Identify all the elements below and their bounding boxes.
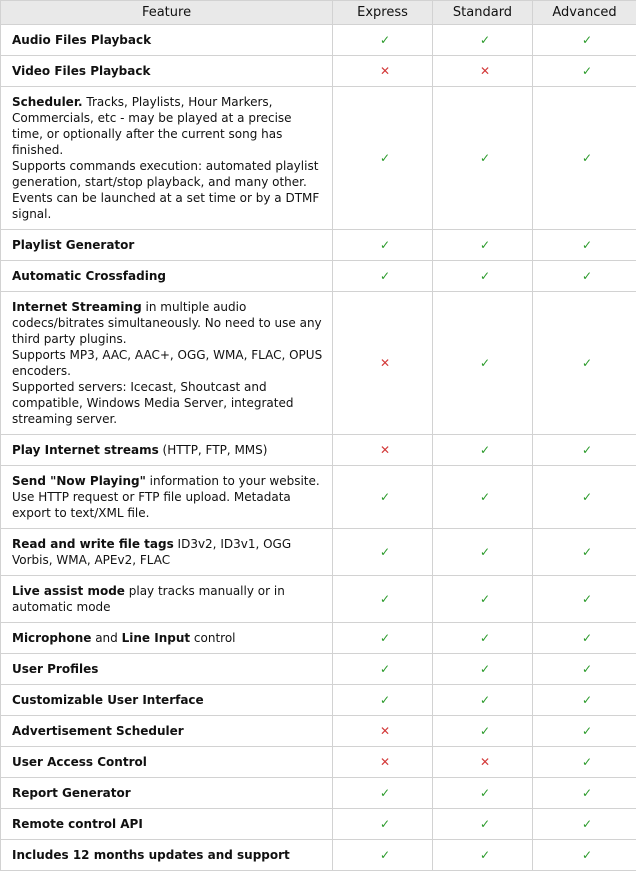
feature-name: Send "Now Playing" [12, 474, 146, 488]
checkmark-icon: ✓ [582, 356, 592, 370]
cross-icon: ✕ [480, 755, 490, 769]
table-row [1, 623, 636, 654]
checkmark-icon: ✓ [380, 151, 390, 165]
cell-express [333, 230, 433, 261]
cell-standard [433, 809, 533, 840]
table-header [1, 1, 636, 25]
feature-detail: ID3v2, ID3v1, OGG Vorbis, WMA, APEv2, FLAC [12, 537, 291, 567]
table-row [1, 809, 636, 840]
checkmark-icon: ✓ [582, 631, 592, 645]
cell-advanced [533, 840, 636, 871]
cell-express [333, 529, 433, 576]
checkmark-icon: ✓ [380, 238, 390, 252]
cell-advanced [533, 778, 636, 809]
cell-express [333, 623, 433, 654]
cell-standard [433, 87, 533, 230]
table-row [1, 230, 636, 261]
checkmark-icon: ✓ [582, 592, 592, 606]
feature-name: Remote control API [12, 817, 143, 831]
cell-express [333, 840, 433, 871]
checkmark-icon: ✓ [480, 269, 490, 283]
cell-express [333, 778, 433, 809]
cross-icon: ✕ [380, 356, 390, 370]
checkmark-icon: ✓ [480, 631, 490, 645]
feature-name: Audio Files Playback [12, 33, 151, 47]
feature-description [1, 87, 333, 230]
cell-express [333, 25, 433, 56]
checkmark-icon: ✓ [480, 545, 490, 559]
cell-express [333, 809, 433, 840]
checkmark-icon: ✓ [582, 786, 592, 800]
feature-name: Video Files Playback [12, 64, 150, 78]
feature-name: Automatic Crossfading [12, 269, 166, 283]
feature-name: Includes 12 months updates and support [12, 848, 290, 862]
feature-detail: Supports commands execution: automated playlist generation, start/stop playback, and many other. [12, 159, 318, 189]
feature-name: Microphone [12, 631, 91, 645]
table-row [1, 778, 636, 809]
cell-standard [433, 466, 533, 529]
checkmark-icon: ✓ [380, 848, 390, 862]
feature-detail: (HTTP, FTP, MMS) [159, 443, 268, 457]
checkmark-icon: ✓ [582, 662, 592, 676]
cell-express [333, 576, 433, 623]
feature-description [1, 25, 333, 56]
cell-advanced [533, 623, 636, 654]
table-row [1, 716, 636, 747]
checkmark-icon: ✓ [480, 356, 490, 370]
cell-express [333, 435, 433, 466]
checkmark-icon: ✓ [380, 545, 390, 559]
checkmark-icon: ✓ [582, 151, 592, 165]
checkmark-icon: ✓ [480, 151, 490, 165]
checkmark-icon: ✓ [380, 693, 390, 707]
checkmark-icon: ✓ [480, 848, 490, 862]
feature-detail: Supported servers: Icecast, Shoutcast and compatible, Windows Media Server, integrated streaming server. [12, 380, 293, 426]
table-row [1, 435, 636, 466]
checkmark-icon: ✓ [380, 592, 390, 606]
cell-advanced [533, 654, 636, 685]
checkmark-icon: ✓ [582, 443, 592, 457]
feature-detail: Tracks, Playlists, Hour Markers, Commercials, etc - may be played at a precise time, or optionally after the current song has finished. [12, 95, 292, 157]
feature-name: Live assist mode [12, 584, 125, 598]
cell-advanced [533, 716, 636, 747]
checkmark-icon: ✓ [480, 662, 490, 676]
checkmark-icon: ✓ [582, 724, 592, 738]
table-row [1, 840, 636, 871]
table-row [1, 747, 636, 778]
feature-name: User Profiles [12, 662, 98, 676]
feature-description [1, 840, 333, 871]
feature-description [1, 778, 333, 809]
feature-name: Play Internet streams [12, 443, 159, 457]
checkmark-icon: ✓ [480, 490, 490, 504]
feature-description [1, 747, 333, 778]
feature-detail: Supports MP3, AAC, AAC+, OGG, WMA, FLAC, OPUS encoders. [12, 348, 322, 378]
cell-advanced [533, 529, 636, 576]
cell-standard [433, 716, 533, 747]
checkmark-icon: ✓ [480, 786, 490, 800]
cell-advanced [533, 56, 636, 87]
cell-standard [433, 747, 533, 778]
cell-standard [433, 261, 533, 292]
cell-advanced [533, 747, 636, 778]
table-row [1, 685, 636, 716]
cell-standard [433, 778, 533, 809]
cell-advanced [533, 809, 636, 840]
checkmark-icon: ✓ [582, 693, 592, 707]
cell-advanced [533, 25, 636, 56]
checkmark-icon: ✓ [582, 490, 592, 504]
feature-name: Internet Streaming [12, 300, 142, 314]
checkmark-icon: ✓ [582, 755, 592, 769]
table-row [1, 87, 636, 230]
checkmark-icon: ✓ [380, 33, 390, 47]
cross-icon: ✕ [380, 64, 390, 78]
cell-express [333, 747, 433, 778]
feature-name: Advertisement Scheduler [12, 724, 184, 738]
feature-description [1, 292, 333, 435]
feature-description [1, 654, 333, 685]
table-body [1, 25, 636, 871]
table-row [1, 466, 636, 529]
cell-standard [433, 230, 533, 261]
cell-advanced [533, 576, 636, 623]
checkmark-icon: ✓ [480, 238, 490, 252]
feature-detail: in multiple audio codecs/bitrates simultaneously. No need to use any third party plugins. [12, 300, 322, 346]
column-header-advanced: Advanced [533, 1, 636, 25]
feature-detail: information to your website. Use HTTP request or FTP file upload. Metadata export to text/XML file. [12, 474, 320, 520]
checkmark-icon: ✓ [582, 238, 592, 252]
feature-description [1, 716, 333, 747]
feature-description [1, 576, 333, 623]
feature-name: Scheduler. [12, 95, 83, 109]
cell-standard [433, 654, 533, 685]
feature-description [1, 685, 333, 716]
checkmark-icon: ✓ [582, 545, 592, 559]
feature-name: Customizable User Interface [12, 693, 204, 707]
feature-description [1, 466, 333, 529]
checkmark-icon: ✓ [480, 724, 490, 738]
feature-description [1, 529, 333, 576]
cross-icon: ✕ [380, 755, 390, 769]
feature-detail: and [91, 631, 121, 645]
cell-standard [433, 435, 533, 466]
cell-standard [433, 685, 533, 716]
cell-express [333, 292, 433, 435]
feature-description [1, 230, 333, 261]
checkmark-icon: ✓ [380, 631, 390, 645]
checkmark-icon: ✓ [582, 269, 592, 283]
cell-standard [433, 25, 533, 56]
checkmark-icon: ✓ [582, 33, 592, 47]
table-row [1, 261, 636, 292]
cell-standard [433, 529, 533, 576]
feature-name: Report Generator [12, 786, 131, 800]
cell-express [333, 716, 433, 747]
checkmark-icon: ✓ [380, 269, 390, 283]
cross-icon: ✕ [380, 724, 390, 738]
checkmark-icon: ✓ [480, 817, 490, 831]
checkmark-icon: ✓ [480, 443, 490, 457]
cell-advanced [533, 230, 636, 261]
cell-express [333, 685, 433, 716]
cell-advanced [533, 685, 636, 716]
cell-express [333, 466, 433, 529]
feature-description [1, 623, 333, 654]
cell-advanced [533, 435, 636, 466]
checkmark-icon: ✓ [582, 848, 592, 862]
checkmark-icon: ✓ [582, 64, 592, 78]
feature-detail: control [190, 631, 235, 645]
checkmark-icon: ✓ [380, 786, 390, 800]
feature-detail: play tracks manually or in automatic mode [12, 584, 285, 614]
cell-standard [433, 56, 533, 87]
checkmark-icon: ✓ [480, 592, 490, 606]
checkmark-icon: ✓ [380, 490, 390, 504]
table-row [1, 56, 636, 87]
feature-detail: Events can be launched at a set time or by a DTMF signal. [12, 191, 319, 221]
cell-standard [433, 623, 533, 654]
column-header-standard: Standard [433, 1, 533, 25]
cell-express [333, 56, 433, 87]
feature-description [1, 56, 333, 87]
feature-description [1, 435, 333, 466]
table-row [1, 529, 636, 576]
cell-advanced [533, 292, 636, 435]
checkmark-icon: ✓ [480, 693, 490, 707]
feature-name: Line Input [122, 631, 191, 645]
checkmark-icon: ✓ [380, 662, 390, 676]
column-header-feature: Feature [1, 1, 333, 25]
cell-express [333, 261, 433, 292]
checkmark-icon: ✓ [480, 33, 490, 47]
feature-name: Playlist Generator [12, 238, 134, 252]
table-row [1, 576, 636, 623]
cell-express [333, 654, 433, 685]
checkmark-icon: ✓ [582, 817, 592, 831]
cell-advanced [533, 261, 636, 292]
feature-description [1, 809, 333, 840]
cell-advanced [533, 466, 636, 529]
table-row [1, 292, 636, 435]
table-row [1, 25, 636, 56]
checkmark-icon: ✓ [380, 817, 390, 831]
cell-advanced [533, 87, 636, 230]
column-header-express: Express [333, 1, 433, 25]
table-row [1, 654, 636, 685]
feature-name: Read and write file tags [12, 537, 174, 551]
cell-standard [433, 292, 533, 435]
feature-name: User Access Control [12, 755, 147, 769]
feature-description [1, 261, 333, 292]
cell-standard [433, 840, 533, 871]
cross-icon: ✕ [480, 64, 490, 78]
header-row [1, 1, 636, 25]
cell-standard [433, 576, 533, 623]
cell-express [333, 87, 433, 230]
cross-icon: ✕ [380, 443, 390, 457]
